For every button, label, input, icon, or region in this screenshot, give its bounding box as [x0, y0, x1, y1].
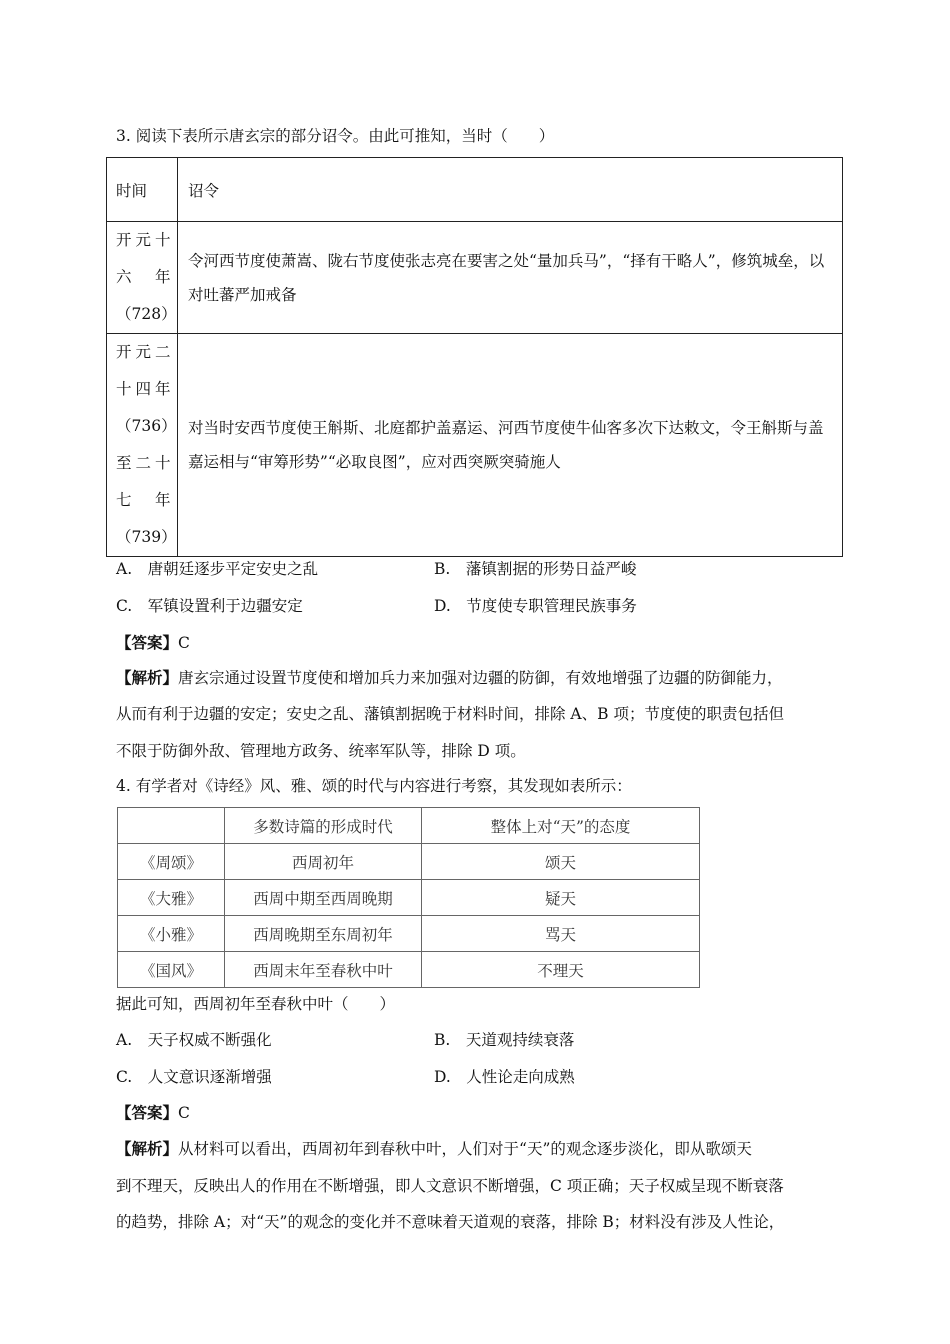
row2-time-line: （739）	[116, 528, 177, 546]
q4-option-b[interactable]: B. 天道观持续衰落	[434, 1031, 575, 1049]
table-row	[118, 952, 700, 988]
header-attitude: 整体上对“天”的态度	[422, 808, 700, 844]
q4-analysis-line-2: 到不理天，反映出人的作用在不断增强，即人文意识不断增强，C 项正确；天子权威呈现不断衰落	[116, 1177, 784, 1195]
analysis-label: 【解析】	[116, 668, 179, 687]
header-blank	[118, 808, 225, 844]
q3-analysis-line-3: 不限于防御外敌、管理地方政务、统率军队等，排除 D 项。	[116, 742, 526, 760]
cell-section: 《周颂》	[118, 844, 225, 880]
table-row	[107, 334, 843, 557]
row1-time-line: 六 年	[116, 268, 175, 286]
row1-edict-text: 令河西节度使萧嵩、陇右节度使张志亮在要害之处“量加兵马”，“择有干略人”，修筑城垒，以对吐蕃严加戒备	[188, 251, 825, 304]
row2-edict	[178, 334, 843, 557]
answer-label: 【答案】	[116, 633, 179, 652]
row2-edict-text: 对当时安西节度使王斛斯、北庭都护盖嘉运、河西节度使牛仙客多次下达敕文，令王斛斯与盖嘉运相与“审筹形势”“必取良图”，应对西突厥突骑施人	[188, 419, 824, 471]
table-row	[107, 222, 843, 334]
q3-stem: 3. 阅读下表所示唐玄宗的部分诏令。由此可推知，当时（ ）	[116, 127, 555, 145]
q4-option-c[interactable]: C. 人文意识逐渐增强	[116, 1068, 272, 1086]
cell-era: 西周中期至西周晚期	[225, 880, 422, 916]
q3-answer	[116, 632, 190, 654]
cell-era: 西周初年	[225, 844, 422, 880]
q3-analysis-line-1	[116, 667, 783, 689]
row1-time-line: 开元十	[116, 231, 175, 249]
table-row	[118, 880, 700, 916]
answer-value: C	[178, 634, 190, 652]
table-row	[118, 916, 700, 952]
row2-time-line: （736）	[116, 417, 177, 435]
row2-time	[107, 334, 178, 557]
header-edict: 诏令	[178, 158, 843, 222]
answer-label: 【答案】	[116, 1103, 179, 1122]
q4-stem: 4. 有学者对《诗经》风、雅、颂的时代与内容进行考察，其发现如表所示：	[116, 777, 632, 795]
q4-answer	[116, 1102, 190, 1124]
row2-time-line: 七 年	[116, 491, 175, 509]
row1-edict	[178, 222, 843, 334]
q3-edict-table	[106, 157, 843, 557]
analysis-text: 唐玄宗通过设置节度使和增加兵力来加强对边疆的防御，有效地增强了边疆的防御能力，	[178, 669, 783, 687]
row1-time	[107, 222, 178, 334]
q3-option-b[interactable]: B. 藩镇割据的形势日益严峻	[434, 560, 637, 578]
table-row	[107, 158, 843, 222]
cell-attitude: 疑天	[422, 880, 700, 916]
cell-section: 《小雅》	[118, 916, 225, 952]
cell-section: 《大雅》	[118, 880, 225, 916]
table-row	[118, 844, 700, 880]
header-time: 时间	[107, 158, 178, 222]
q4-option-a[interactable]: A. 天子权威不断强化	[116, 1031, 272, 1049]
q4-analysis-line-3: 的趋势，排除 A；对“天”的观念的变化并不意味着天道观的衰落，排除 B；材料没有涉及人性论，	[116, 1213, 785, 1231]
row2-time-line: 十四年	[116, 380, 175, 398]
q3-option-c[interactable]: C. 军镇设置利于边疆安定	[116, 597, 303, 615]
q4-option-d[interactable]: D. 人性论走向成熟	[434, 1068, 575, 1086]
q3-option-d[interactable]: D. 节度使专职管理民族事务	[434, 597, 637, 615]
q3-analysis-line-2: 从而有利于边疆的安定；安史之乱、藩镇割据晚于材料时间，排除 A、B 项；节度使的职责包括但	[116, 705, 784, 723]
q4-shijing-table	[117, 807, 700, 988]
q4-question: 据此可知，西周初年至春秋中叶（ ）	[116, 995, 396, 1013]
analysis-label: 【解析】	[116, 1139, 179, 1158]
table-row	[118, 808, 700, 844]
analysis-text: 从材料可以看出，西周初年到春秋中叶，人们对于“天”的观念逐步淡化，即从歌颂天	[178, 1140, 752, 1158]
cell-era: 西周晚期至东周初年	[225, 916, 422, 952]
row1-time-line: （728）	[116, 305, 177, 323]
header-era: 多数诗篇的形成时代	[225, 808, 422, 844]
cell-attitude: 不理天	[422, 952, 700, 988]
cell-era: 西周末年至春秋中叶	[225, 952, 422, 988]
cell-attitude: 颂天	[422, 844, 700, 880]
cell-section: 《国风》	[118, 952, 225, 988]
row2-time-line: 开元二	[116, 343, 175, 361]
q4-analysis-line-1	[116, 1138, 752, 1160]
row2-time-line: 至二十	[116, 454, 175, 472]
q3-option-a[interactable]: A. 唐朝廷逐步平定安史之乱	[116, 560, 319, 578]
cell-attitude: 骂天	[422, 916, 700, 952]
answer-value: C	[178, 1104, 190, 1122]
